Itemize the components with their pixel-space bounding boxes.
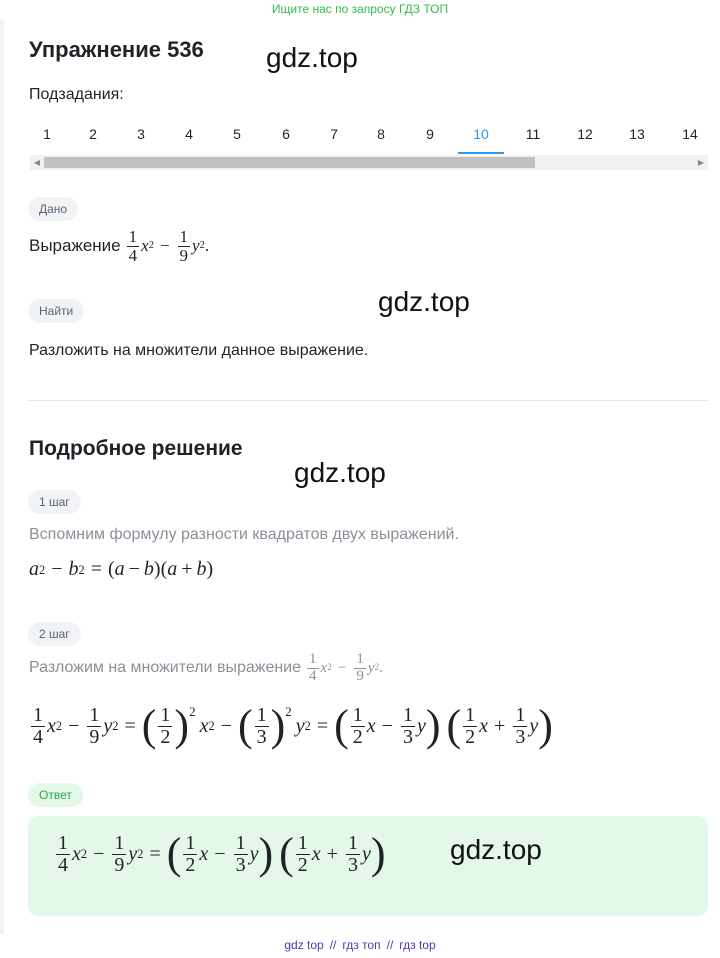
given-expression: Выражение $\frac{1}{4}$ x 2 − $\frac{1}{9}$ y 2 . <box>29 227 210 265</box>
tab-11[interactable]: 11 <box>525 126 541 142</box>
tab-6[interactable]: 6 <box>282 126 290 142</box>
answer-pill: Ответ <box>28 783 83 807</box>
scroll-left-icon[interactable]: ◀ <box>33 158 41 167</box>
tab-5[interactable]: 5 <box>233 126 241 142</box>
given-pill: Дано <box>28 197 78 221</box>
tab-1[interactable]: 1 <box>43 126 51 142</box>
step2-line: Разложим на множители выражение $\frac{1}{4}$ x 2 − $\frac{1}{9}$ y 2 . <box>29 651 383 684</box>
step1-text: Вспомним формулу разности квадратов двух выражений. <box>29 526 459 543</box>
tab-8[interactable]: 8 <box>377 126 385 142</box>
footer-separator: // <box>386 938 394 952</box>
step2-factorization: $\frac{1}{4}$ x 2 − $\frac{1}{9}$ y 2 = ( $\frac{1}{2}$ ) $^2$ x 2 − ( $\frac{1}{3}$ ) $^2$ y 2 = ( $\frac{1}{2}$ x − $\frac{1}{3}$ y ) ( $\frac{1}{2}$ x + $\frac{1}{3}$ y ) <box>33 701 553 750</box>
card-edge <box>0 20 4 935</box>
watermark: gdz.top <box>266 42 358 73</box>
step2-pill: 2 шаг <box>28 622 81 646</box>
scroll-right-icon[interactable]: ▶ <box>697 158 705 167</box>
subtask-tabs <box>28 120 710 156</box>
tab-9[interactable]: 9 <box>426 126 434 142</box>
watermark: gdz.top <box>378 286 470 317</box>
active-tab-indicator <box>458 152 504 154</box>
tab-13[interactable]: 13 <box>629 126 645 142</box>
footer-link-3[interactable]: гдз top <box>399 938 436 952</box>
divider <box>28 400 708 401</box>
solution-title: Подробное решение <box>29 437 243 460</box>
footer-link-1[interactable]: gdz top <box>284 938 324 952</box>
step2-text: Разложим на множители выражение <box>29 659 302 677</box>
answer-expression: $\frac{1}{4}$ x 2 − $\frac{1}{9}$ y 2 = ( $\frac{1}{2}$ x − $\frac{1}{3}$ y ) ( $\frac{1}{2}$ x + $\frac{1}{3}$ y ) <box>58 829 386 878</box>
find-pill: Найти <box>28 299 84 323</box>
subtasks-label: Подзадания: <box>29 86 124 103</box>
footer <box>0 938 720 952</box>
top-banner[interactable]: Ищите нас по запросу ГДЗ ТОП <box>271 2 449 16</box>
scroll-thumb[interactable] <box>44 157 535 168</box>
tab-2[interactable]: 2 <box>89 126 97 142</box>
tab-4[interactable]: 4 <box>185 126 193 142</box>
tab-3[interactable]: 3 <box>137 126 145 142</box>
watermark: gdz.top <box>294 457 386 488</box>
footer-separator: // <box>329 938 337 952</box>
tab-12[interactable]: 12 <box>577 126 593 142</box>
exercise-title: Упражнение 536 <box>29 37 204 62</box>
tab-10[interactable]: 10 <box>473 126 489 142</box>
footer-link-2[interactable]: гдз топ <box>342 938 381 952</box>
step1-pill: 1 шаг <box>28 490 81 514</box>
tab-14[interactable]: 14 <box>682 126 698 142</box>
formula-difference-of-squares: a 2 − b 2 = ( a − b )( a + b ) <box>29 558 214 580</box>
given-prefix: Выражение <box>29 236 121 256</box>
tabs-scrollbar[interactable] <box>30 155 708 170</box>
find-text: Разложить на множители данное выражение. <box>29 342 369 359</box>
tab-7[interactable]: 7 <box>330 126 338 142</box>
watermark: gdz.top <box>450 834 542 865</box>
